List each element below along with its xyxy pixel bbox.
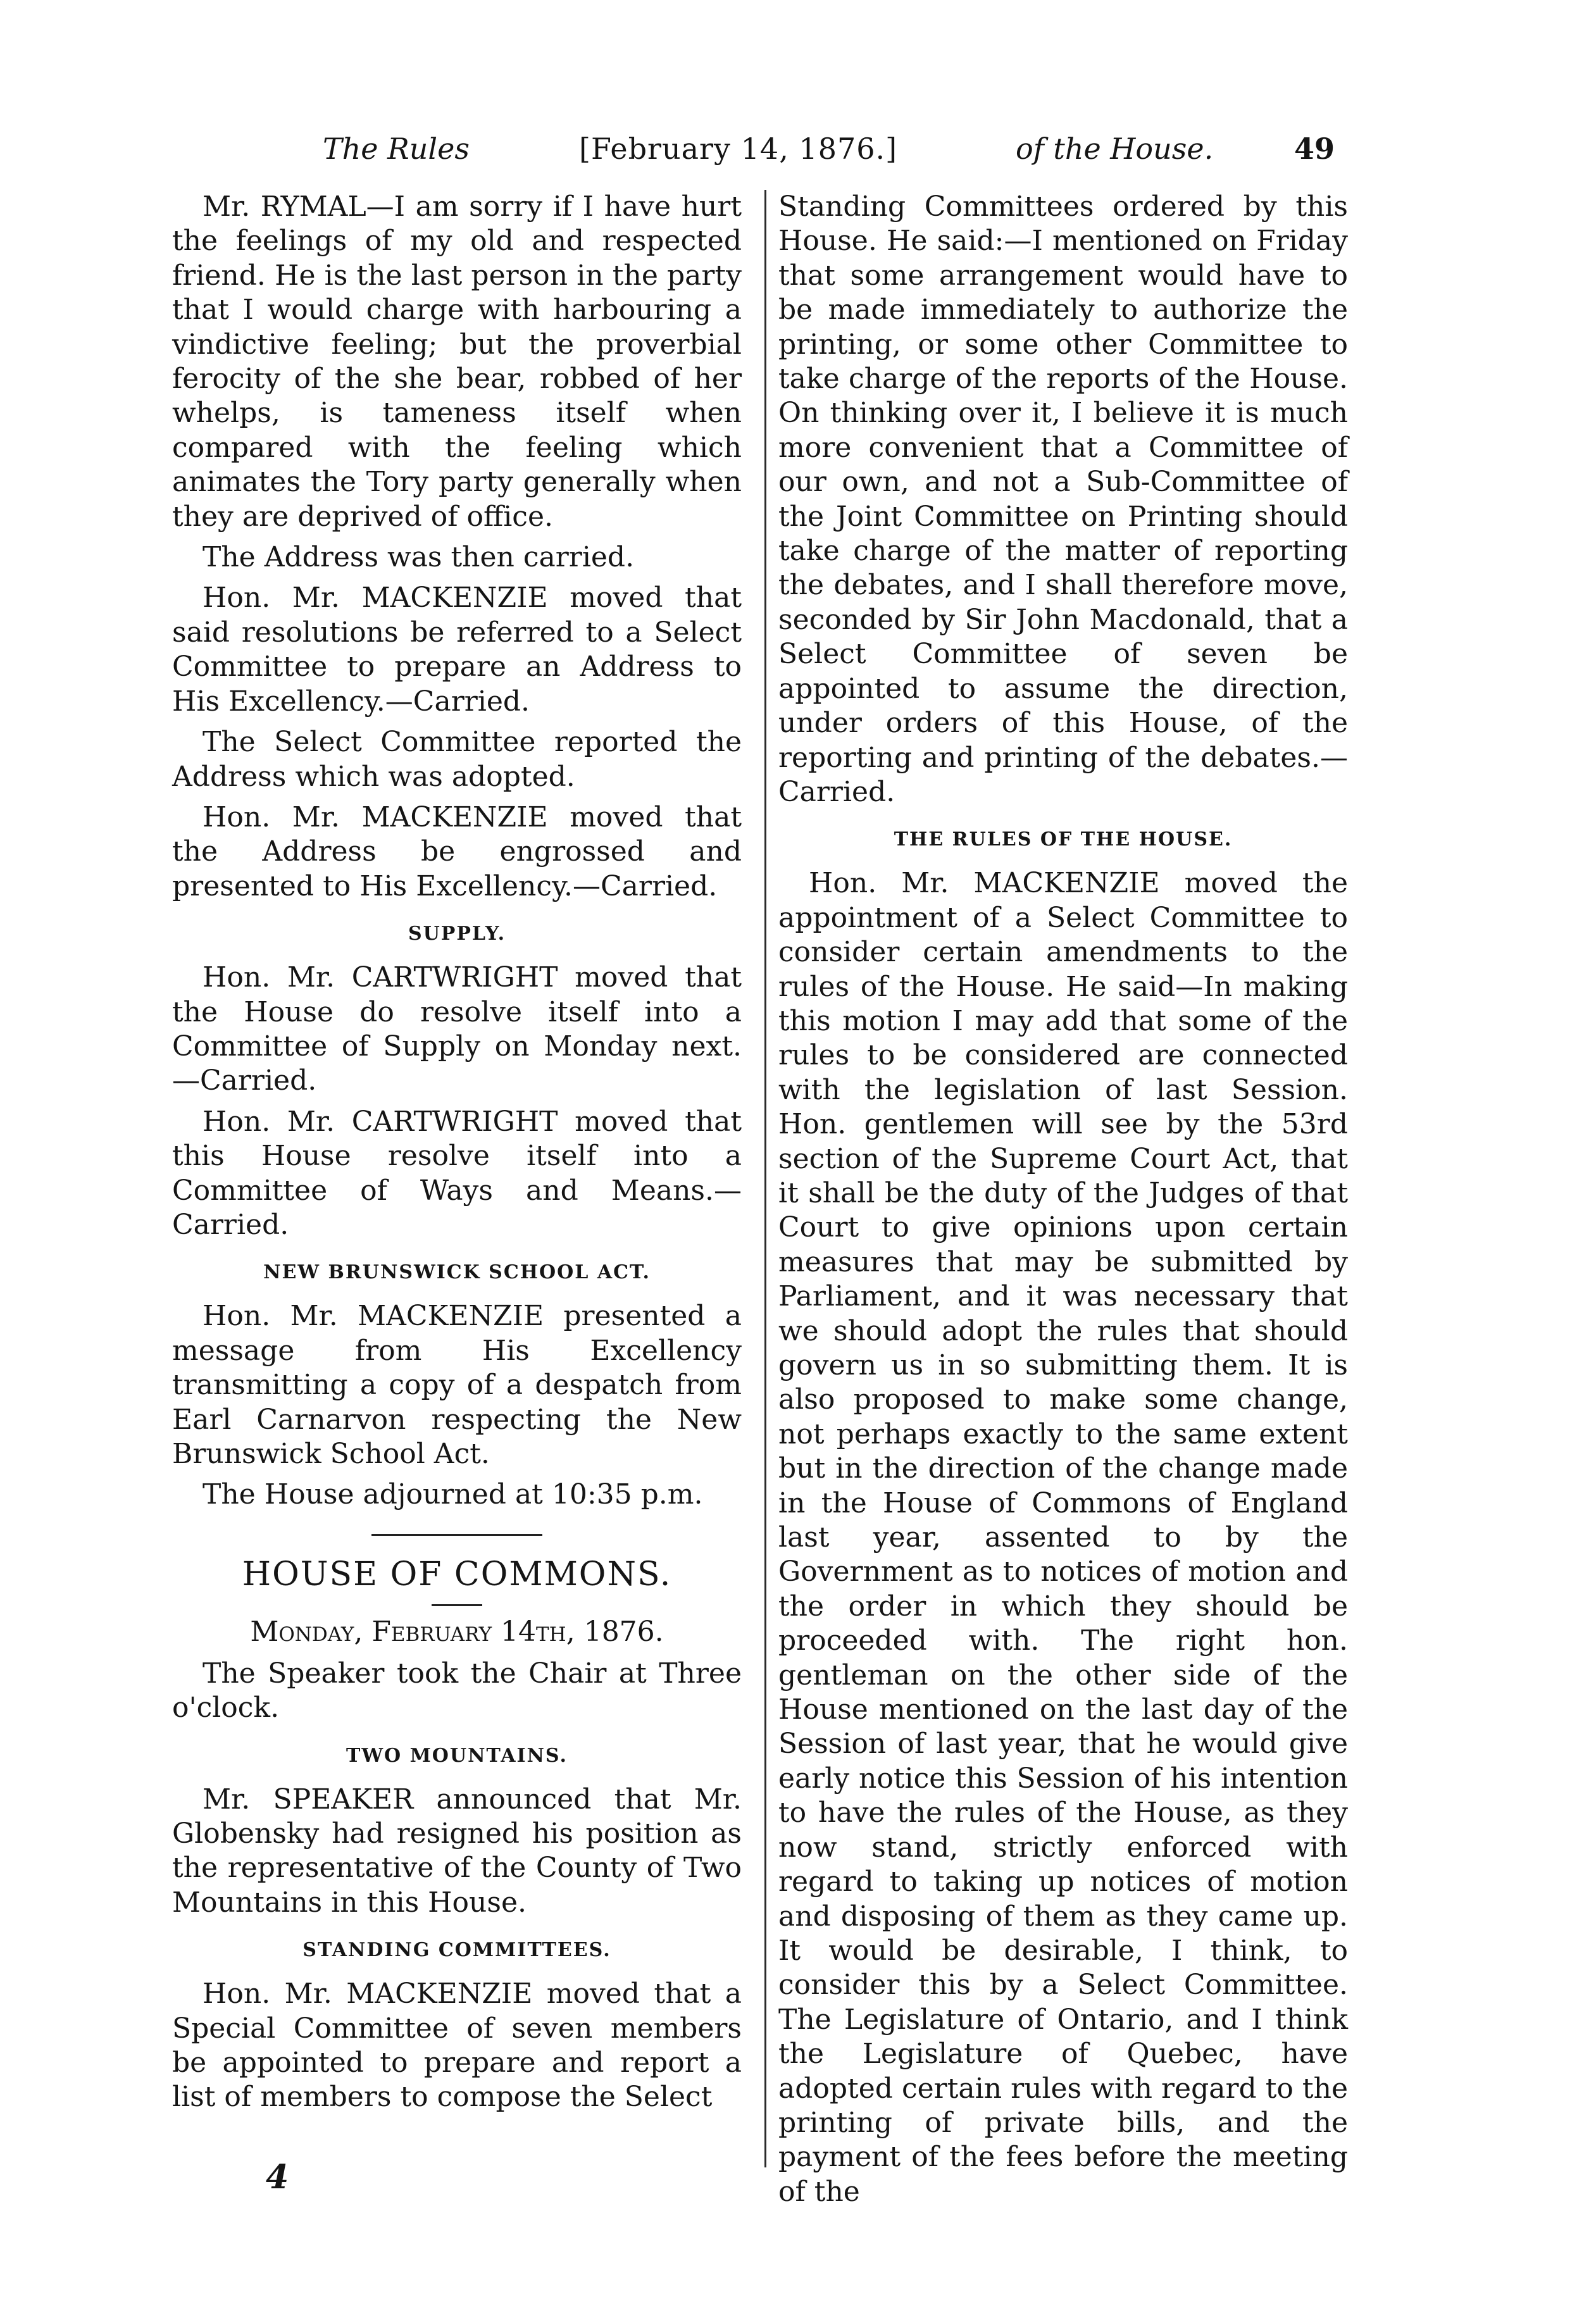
section-heading-standing-committees: STANDING COMMITTEES. (302, 1939, 611, 1962)
section-divider (371, 1534, 542, 1536)
heading-house-of-commons: HOUSE OF COMMONS. (242, 1555, 672, 1593)
paragraph-ways-means-motion: Hon. Mr. CARTWRIGHT moved that this House resolve itself into a Committee of Ways and Means.—Carried. (172, 1105, 742, 1241)
section-heading-two-mountains: TWO MOUNTAINS. (346, 1744, 568, 1767)
sitting-date: Monday, February 14th, 1876. (250, 1615, 664, 1648)
paragraph-supply-motion: Hon. Mr. CARTWRIGHT moved that the House do resolve itself into a Committee of Supply on Monday next.—Carried. (172, 961, 742, 1097)
paragraph-address-engrossed: Hon. Mr. MACKENZIE moved that the Address be engrossed and presented to His Excellency.—Carried. (172, 801, 742, 902)
column-divider (764, 190, 766, 2167)
paragraph-standing-committees-cont: Standing Committees ordered by this House. He said:—I mentioned on Friday that some arrangement would have to be made immediately to authorize the printing, or some other Committee to take charge of the reports of the House. On thinking over it, I believe it is much more convenient that a Committee of our own, and not a Sub-Committee of the Joint Committee on Printing should take charge of the matter of reporting the debates, and I shall therefore move, seconded by Sir John Macdonald, that a Select Committee of seven be appointed to assume the direction, under orders of this House, of the reporting and printing of the debates.—Carried. (778, 190, 1348, 808)
paragraph-committee-reported: The Select Committee reported the Address which was adopted. (172, 726, 742, 793)
signature-mark: 4 (266, 2158, 289, 2197)
paragraph-special-committee: Hon. Mr. MACKENZIE moved that a Special Committee of seven members be appointed to prepare and report a list of members to compose the Select (172, 1978, 742, 2114)
paragraph-rules-amendments: Hon. Mr. MACKENZIE moved the appointment of a Select Committee to consider certain amendments to the rules of the House. He said—In making this motion I may add that some of the rules to be considered are connected with the legislation of last Session. Hon. gentlemen will see by the 53rd section of the Supreme Court Act, that it shall be the duty of the Judges of that Court to give opinions upon certain measures that may be submitted by Parliament, and it was necessary that we should adopt the rules that should govern us in so submitting them. It is also proposed to make some change, not perhaps exactly to the same extent but in the direction of the change made in the House of Commons of England last year, assented to by the Government as to notices of motion and the order in which they should be proceeded with. The right hon. gentleman on the other side of the House mentioned on the last day of the Session of last year, that he would give early notice this Session of his intention to have the rules of the House, as they now stand, strictly enforced with regard to taking up notices of motion and disposing of them as they came up. It would be desirable, I think, to consider this by a Select Committee. The Legislature of Ontario, and I think the Legislature of Quebec, have adopted certain rules with regard to the printing of private bills, and the payment of the fees before the meeting of the (778, 867, 1348, 2208)
section-heading-nb-school-act: NEW BRUNSWICK SCHOOL ACT. (263, 1261, 651, 1284)
left-column (172, 190, 742, 2121)
right-column (778, 190, 1348, 2216)
paragraph-speaker-chair: The Speaker took the Chair at Three o'clock. (172, 1657, 742, 1724)
header-date: [February 14, 1876.] (579, 132, 898, 166)
running-header (0, 132, 1596, 176)
header-right-title: of the House. (1016, 132, 1214, 166)
header-left-title: The Rules (323, 132, 470, 166)
paragraph-globensky-resigned: Mr. SPEAKER announced that Mr. Globensky had resigned his position as the representative of the County of Two Mountains in this House. (172, 1783, 742, 1919)
paragraph-message-despatch: Hon. Mr. MACKENZIE presented a message from His Excellency transmitting a copy of a despatch from Earl Carnarvon respecting the New Brunswick School Act. (172, 1300, 742, 1470)
section-heading-rules-of-house: THE RULES OF THE HOUSE. (894, 828, 1233, 851)
page-number: 49 (1294, 132, 1335, 166)
paragraph-rymal: Mr. RYMAL—I am sorry if I have hurt the feelings of my old and respected friend. He is the last person in the party that I would charge with harbouring a vindictive feeling; but the proverbial ferocity of the she bear, robbed of her whelps, is tameness itself when compared with the feeling which animates the Tory party generally when they are deprived of office. (172, 190, 742, 533)
paragraph-resolutions-referred: Hon. Mr. MACKENZIE moved that said resolutions be referred to a Select Committee to prepare an Address to His Excellency.—Carried. (172, 582, 742, 718)
paragraph-house-adjourned: The House adjourned at 10:35 p.m. (203, 1478, 703, 1511)
short-divider (432, 1604, 482, 1606)
section-heading-supply: SUPPLY. (408, 923, 506, 945)
paragraph-address-carried: The Address was then carried. (203, 541, 635, 574)
